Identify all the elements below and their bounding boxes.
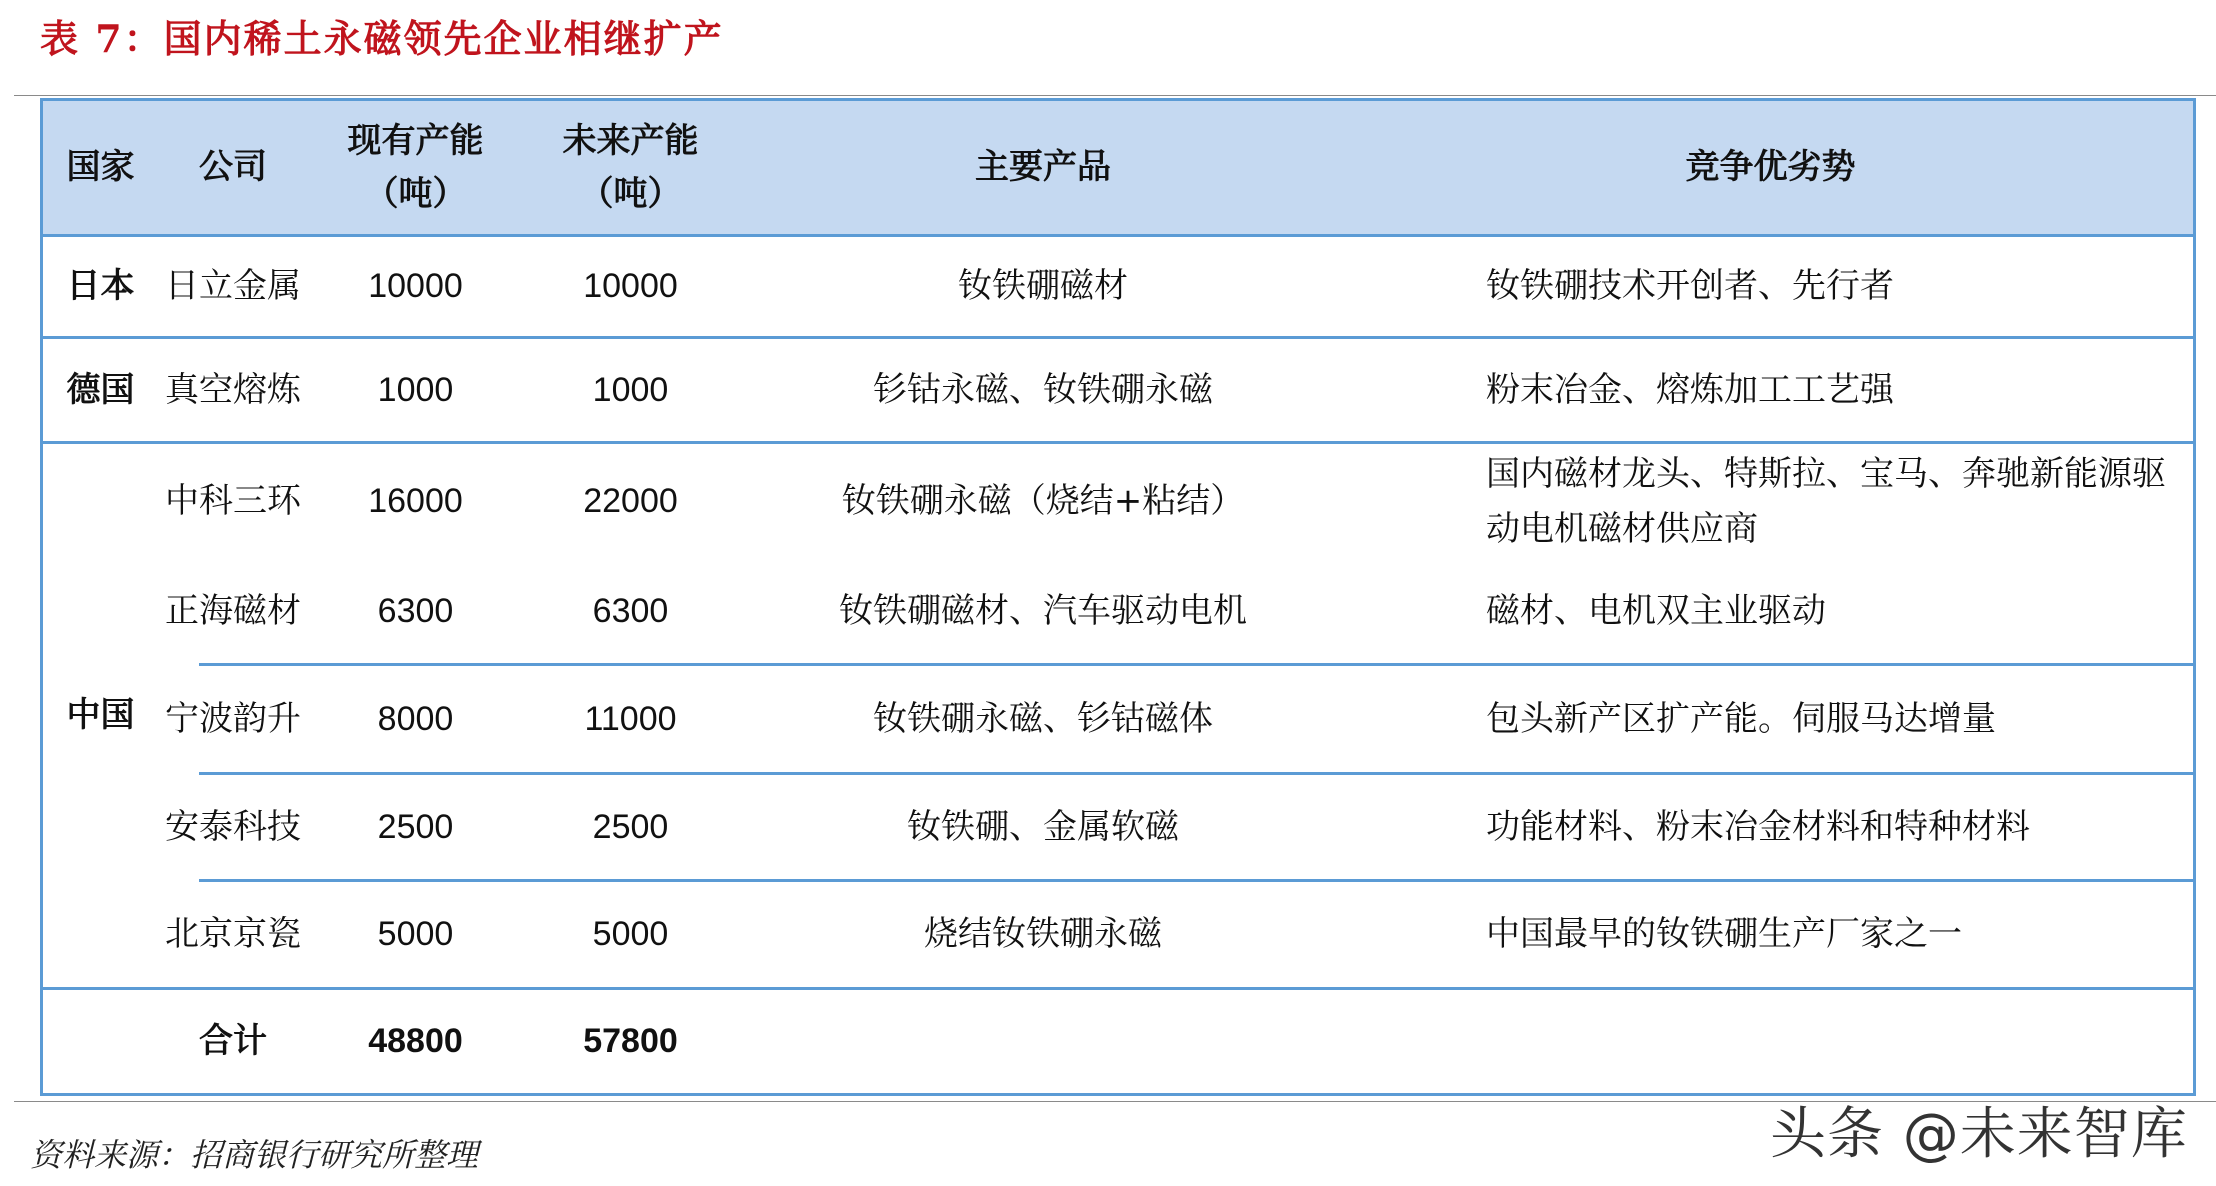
- company-cell: 中科三环: [165, 481, 301, 522]
- country-cell-china: 中国: [66, 695, 135, 736]
- future-capacity-cell: 6300: [592, 591, 669, 630]
- company-cell: 宁波韵升: [165, 698, 301, 739]
- source-note: 资料来源：招商银行研究所整理: [30, 1136, 479, 1174]
- advantages-cell: 粉末冶金、熔炼加工工艺强: [1486, 369, 1894, 410]
- products-cell: 烧结钕铁硼永磁: [924, 914, 1162, 955]
- products-cell: 钐钴永磁、钕铁硼永磁: [873, 369, 1213, 410]
- top-divider: [14, 95, 2216, 96]
- company-cell: 正海磁材: [165, 590, 301, 631]
- products-cell: 钕铁硼、金属软磁: [907, 806, 1179, 847]
- header-advantages: 竞争优劣势: [1685, 147, 1856, 188]
- header-future-unit: （吨）: [579, 173, 682, 214]
- header-current-unit: （吨）: [364, 173, 467, 214]
- country-cell: 日本: [66, 266, 135, 307]
- company-cell: 真空熔炼: [165, 369, 301, 410]
- header-future-capacity: [523, 101, 738, 234]
- current-capacity-cell: 5000: [377, 915, 454, 954]
- company-cell: 安泰科技: [165, 806, 301, 847]
- products-cell: 钕铁硼永磁（烧结+粘结）: [841, 481, 1245, 522]
- company-cell: 北京京瓷: [165, 914, 301, 955]
- total-label: 合计: [199, 1021, 267, 1062]
- current-capacity-cell: 1000: [377, 370, 454, 409]
- advantages-cell: 包头新产区扩产能。伺服马达增量: [1486, 698, 1996, 739]
- current-capacity-cell: 10000: [368, 267, 463, 306]
- future-capacity-cell: 11000: [584, 699, 677, 738]
- products-cell: 钕铁硼永磁、钐钴磁体: [873, 698, 1213, 739]
- total-current-capacity: 48800: [368, 1022, 463, 1061]
- total-future-capacity: 57800: [583, 1022, 678, 1061]
- country-cell: 德国: [66, 369, 135, 410]
- header-future-label: 未来产能: [562, 120, 699, 161]
- company-cell: 日立金属: [165, 266, 301, 307]
- current-capacity-cell: 16000: [368, 482, 463, 521]
- future-capacity-cell: 22000: [583, 482, 678, 521]
- capacity-table: [40, 98, 2196, 1096]
- watermark: 头条 @未来智库: [1770, 1102, 2188, 1167]
- table-header: [43, 101, 2193, 237]
- header-products: 主要产品: [975, 147, 1111, 188]
- advantages-cell: 钕铁硼技术开创者、先行者: [1486, 266, 1894, 307]
- advantages-cell: 磁材、电机双主业驱动: [1486, 590, 1826, 631]
- current-capacity-cell: 8000: [377, 699, 454, 738]
- header-country: 国家: [66, 147, 135, 188]
- table-title: 表 7：国内稀土永磁领先企业相继扩产: [40, 16, 724, 61]
- current-capacity-cell: 6300: [377, 591, 454, 630]
- products-cell: 钕铁硼磁材: [958, 266, 1128, 307]
- header-current-capacity: [308, 101, 523, 234]
- header-current-label: 现有产能: [347, 120, 484, 161]
- future-capacity-cell: 10000: [583, 267, 678, 306]
- advantages-cell: 中国最早的钕铁硼生产厂家之一: [1486, 914, 1962, 955]
- advantages-cell: 国内磁材龙头、特斯拉、宝马、奔驰新能源驱动电机磁材供应商: [1486, 454, 2166, 549]
- advantages-cell: 功能材料、粉末冶金材料和特种材料: [1486, 806, 2030, 847]
- current-capacity-cell: 2500: [377, 807, 454, 846]
- future-capacity-cell: 1000: [592, 370, 669, 409]
- future-capacity-cell: 2500: [592, 807, 669, 846]
- future-capacity-cell: 5000: [592, 915, 669, 954]
- products-cell: 钕铁硼磁材、汽车驱动电机: [839, 590, 1247, 631]
- header-company: 公司: [199, 147, 267, 188]
